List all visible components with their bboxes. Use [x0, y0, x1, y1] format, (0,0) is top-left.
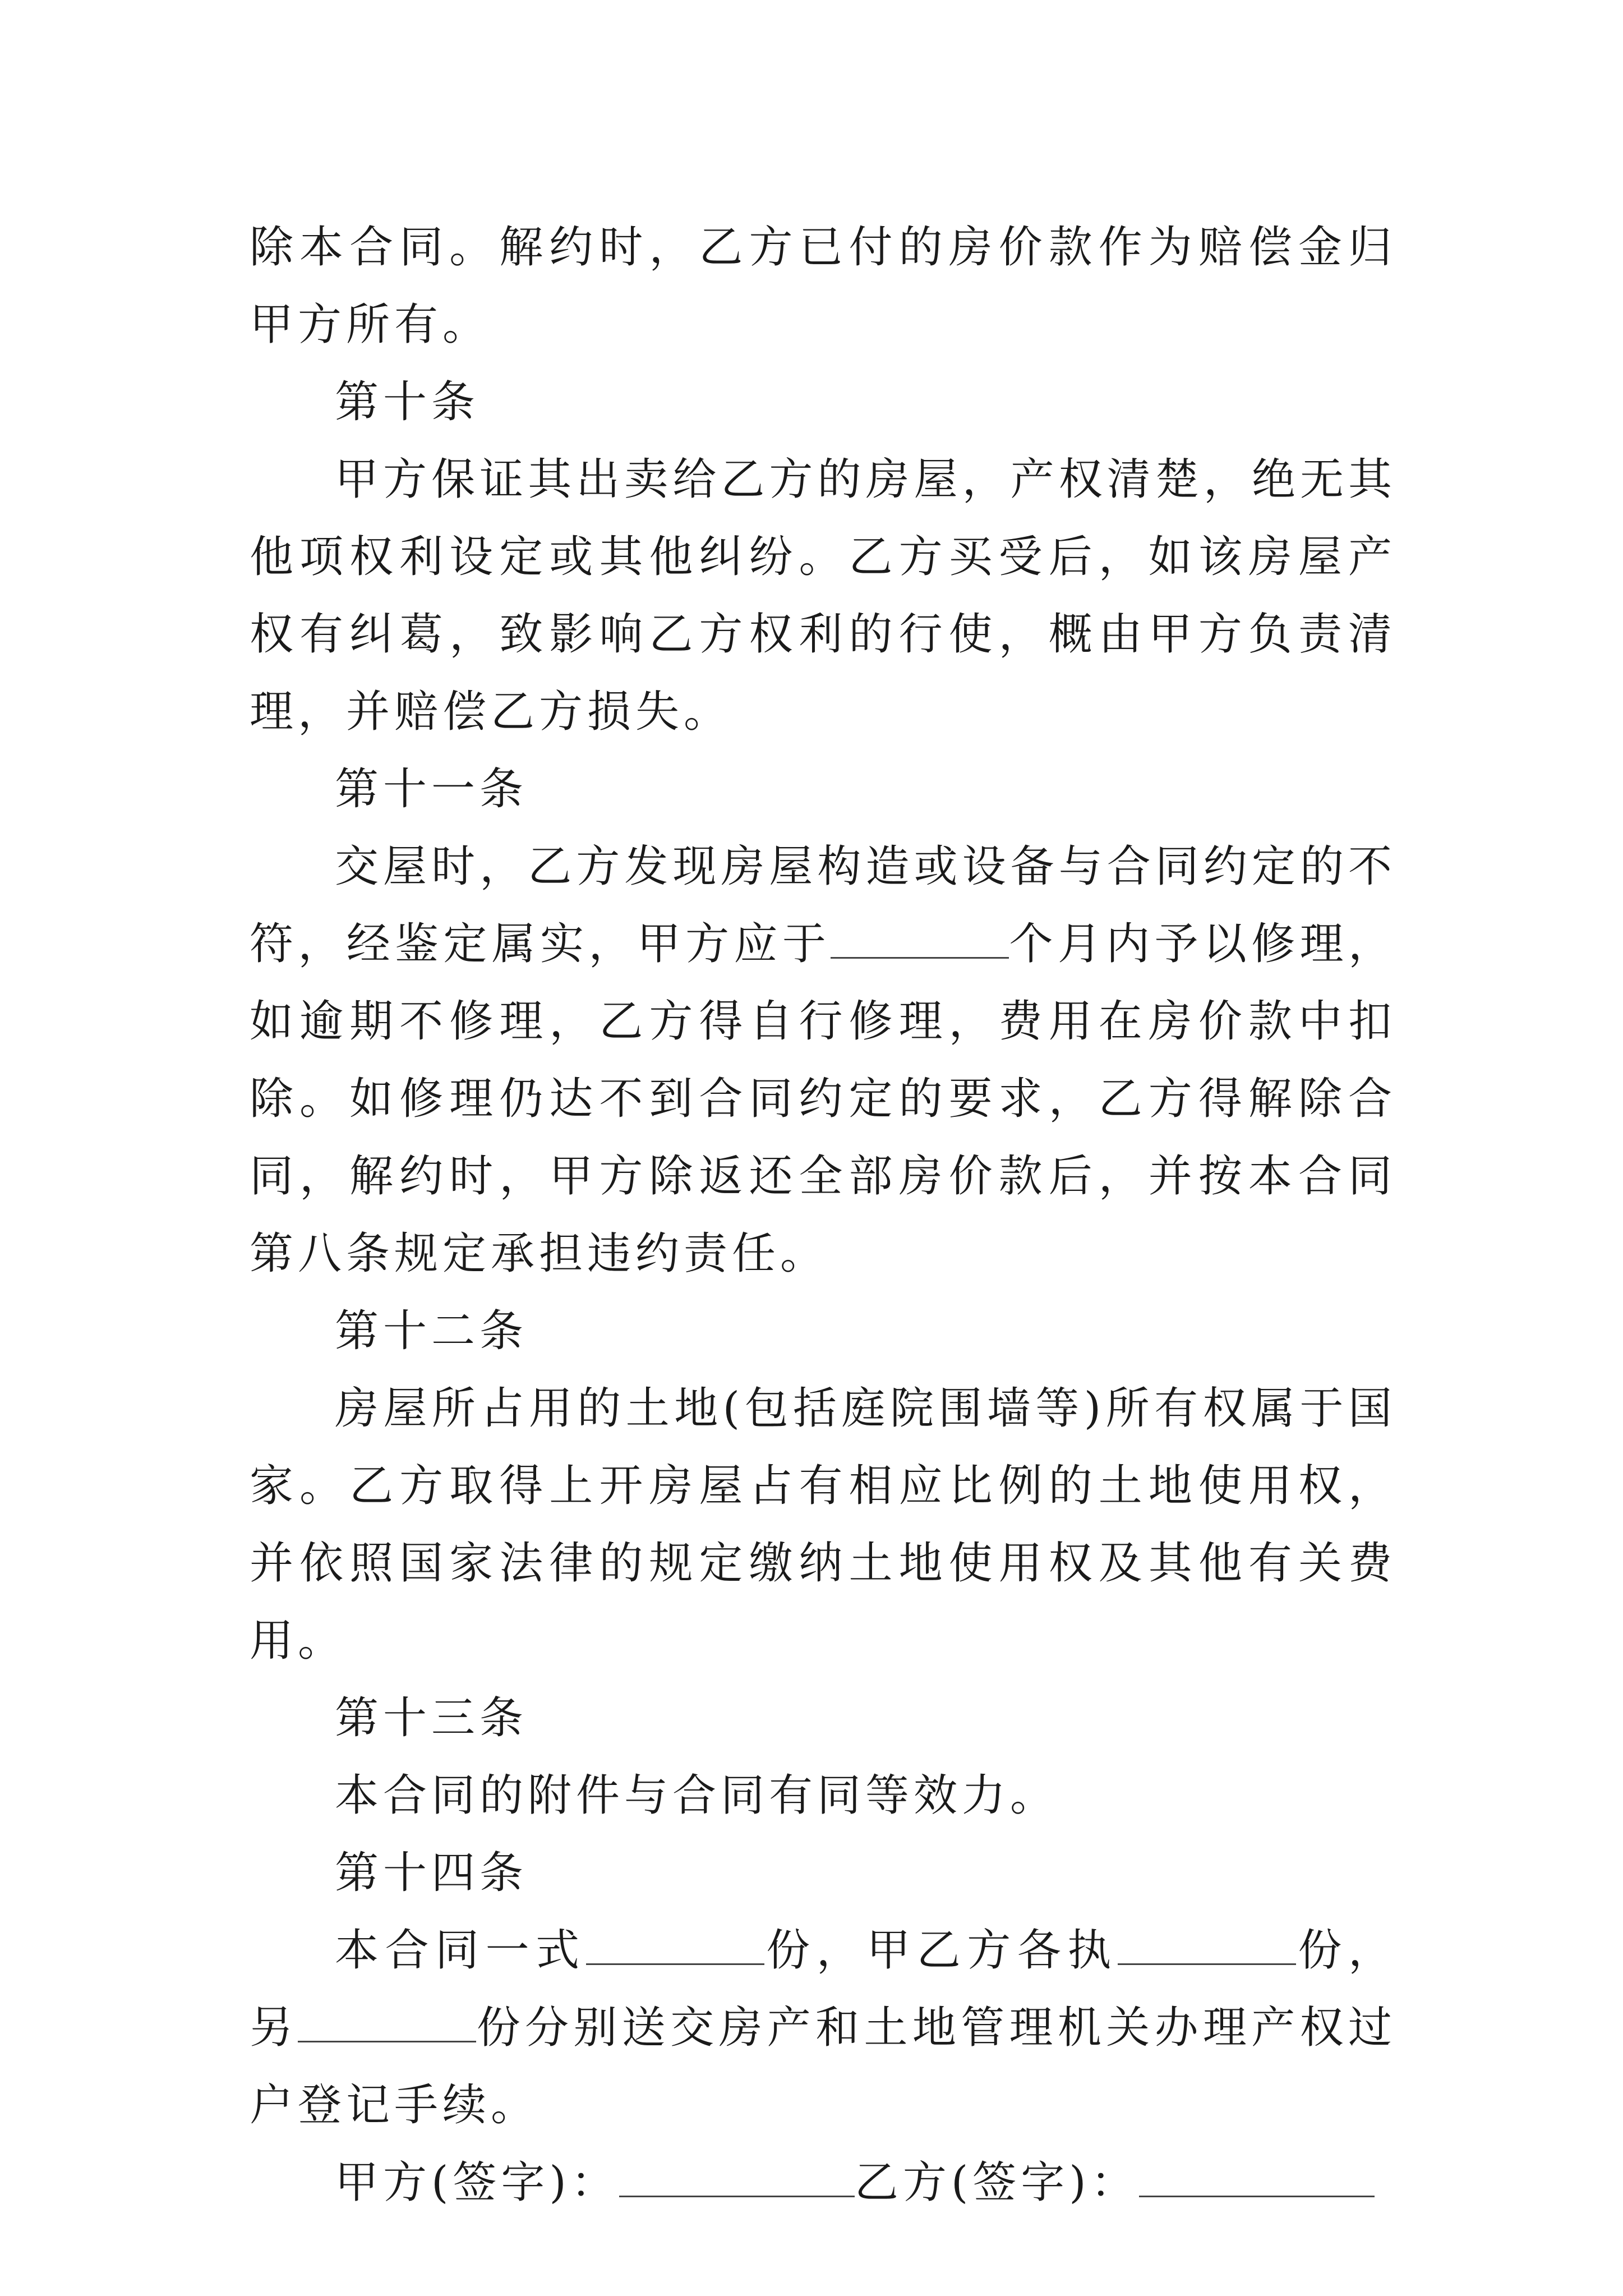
article-10-body: 甲方保证其出卖给乙方的房屋，产权清楚，绝无其他项权利设定或其他纠纷。乙方买受后，如该房屋产权有纠葛，致影响乙方权利的行使，概由甲方负责清理，并赔偿乙方损失。	[250, 454, 1396, 737]
article-14-text-a: 本合同一式	[335, 1925, 586, 1976]
signature-line	[250, 2144, 1396, 2221]
article-13-heading: 第十三条	[335, 1693, 528, 1743]
article-12-heading: 第十二条	[335, 1306, 528, 1356]
article-11-text-b: 个月内予以修理，如逾期不修理，乙方得自行修理，费用在房价款中扣除。如修理仍达不到合同约定的要求，乙方得解除合同，解约时，甲方除返还全部房价款后，并按本合同第八条规定承担违约责任。	[250, 919, 1396, 1279]
contract-body	[250, 209, 1396, 2221]
article-14-text-b: 份，甲乙方各执	[764, 1925, 1118, 1976]
months-blank-field[interactable]	[831, 922, 1009, 959]
copies-other-blank-field[interactable]	[298, 2006, 476, 2042]
copies-each-blank-field[interactable]	[1118, 1929, 1296, 1965]
party-b-signature-label: 乙方(签字)：	[854, 2157, 1139, 2208]
article-14-text-d: 份分别送交房产和土地管理机关办理产权过户登记手续。	[250, 2003, 1396, 2131]
article-11-heading: 第十一条	[335, 764, 528, 815]
article-12-body: 房屋所占用的土地(包括庭院围墙等)所有权属于国家。乙方取得上开房屋占有相应比例的土地使用权，并依照国家法律的规定缴纳土地使用权及其他有关费用。	[250, 1383, 1396, 1666]
article-14-text-c: 份，另	[250, 1925, 1396, 2053]
article-14-body	[250, 1912, 1396, 2144]
party-a-signature-field[interactable]	[619, 2161, 855, 2197]
article-11-text-a: 交屋时，乙方发现房屋构造或设备与合同约定的不符，经鉴定属实，甲方应于	[250, 841, 1396, 969]
article-13-body: 本合同的附件与合同有同等效力。	[335, 1770, 1059, 1821]
party-b-signature-field[interactable]	[1139, 2161, 1375, 2197]
article-14-heading: 第十四条	[335, 1848, 528, 1898]
article-10-heading: 第十条	[335, 377, 480, 427]
paragraph-text: 除本合同。解约时，乙方已付的房价款作为赔偿金归甲方所有。	[250, 222, 1396, 350]
paragraph-termination	[250, 209, 1396, 364]
party-a-signature-label: 甲方(签字)：	[335, 2157, 619, 2208]
article-11-body	[250, 828, 1396, 1292]
copies-total-blank-field[interactable]	[586, 1929, 764, 1965]
